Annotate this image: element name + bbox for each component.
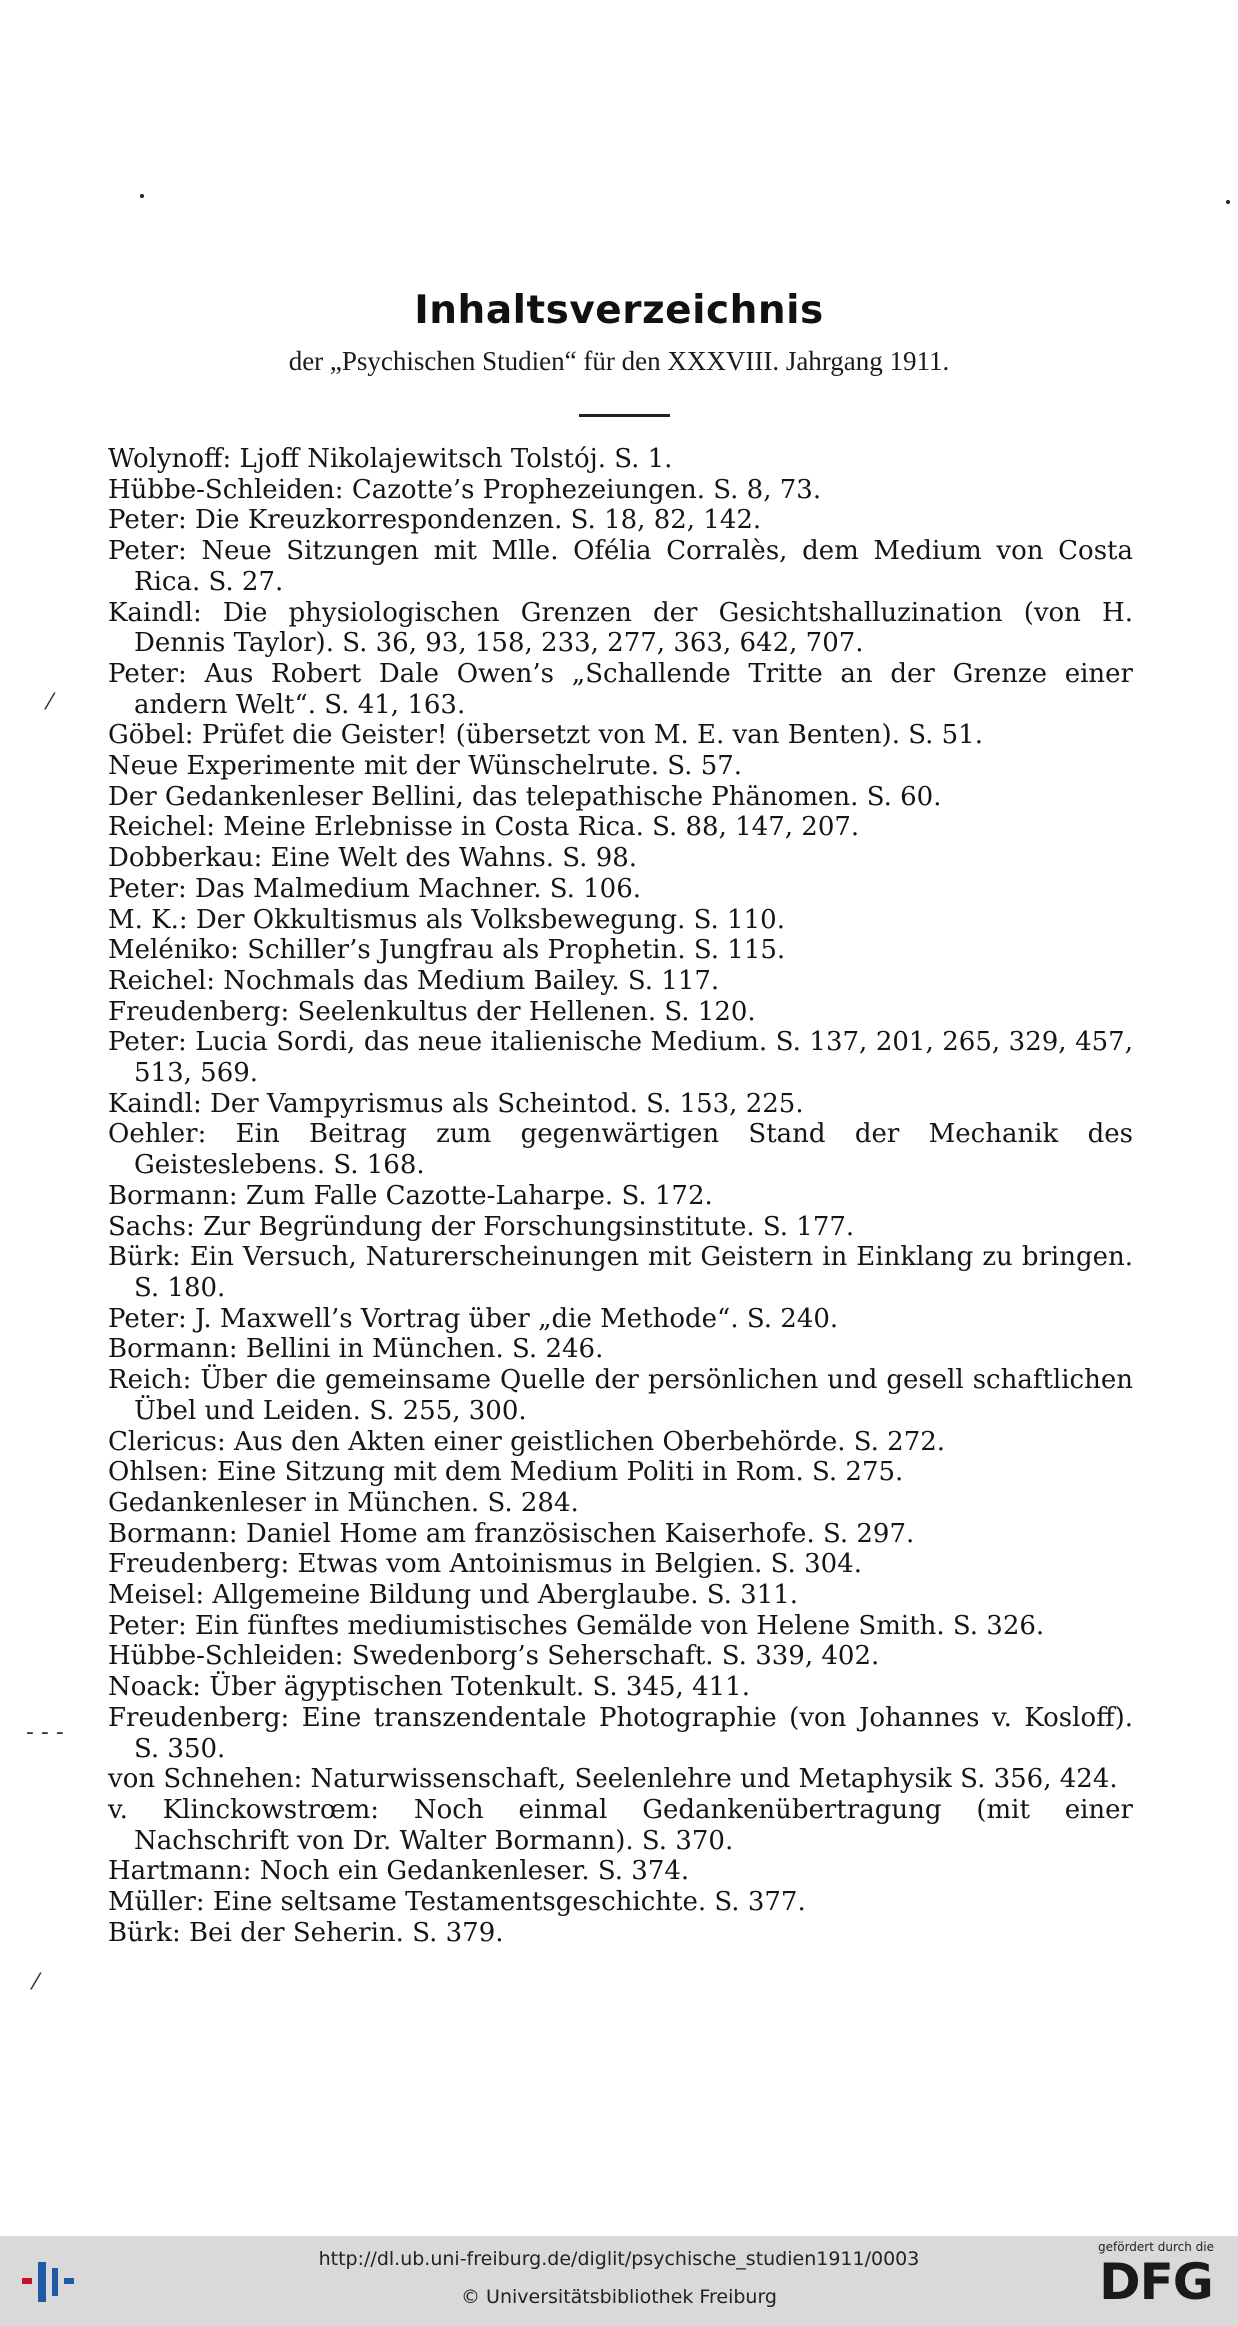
- table-of-contents: [108, 444, 1133, 1948]
- toc-entry: Kaindl: Der Vampyrismus als Scheintod. S. 153, 225.: [108, 1088, 804, 1119]
- toc-entry: Ohlsen: Eine Sitzung mit dem Medium Politi in Rom. S. 275.: [108, 1457, 904, 1488]
- copyright-notice: © Universitätsbibliothek Freiburg: [461, 2286, 777, 2308]
- pencil-mark-icon: - - -: [26, 1720, 64, 1745]
- toc-entry: Sachs: Zur Begründung der Forschungsinstitute. S. 177.: [108, 1211, 855, 1242]
- toc-entry: Noack: Über ägyptischen Totenkult. S. 345, 411.: [108, 1672, 750, 1703]
- toc-entry: Freudenberg: Seelenkultus der Hellenen. S. 120.: [108, 996, 756, 1027]
- toc-entry: Hartmann: Noch ein Gedankenleser. S. 374.: [108, 1856, 690, 1887]
- toc-entry: Bormann: Bellini in München. S. 246.: [108, 1334, 604, 1365]
- toc-entry: Bormann: Daniel Home am französischen Kaiserhofe. S. 297.: [108, 1518, 915, 1549]
- toc-entry: Dobberkau: Eine Welt des Wahns. S. 98.: [108, 843, 638, 874]
- dfg-funding-badge: [1086, 2240, 1226, 2324]
- scan-speck: [1226, 200, 1230, 204]
- pencil-mark-icon: ⁄: [48, 690, 52, 715]
- toc-entry: Peter: Das Malmedium Machner. S. 106.: [108, 873, 642, 904]
- dfg-logo: DFG: [1099, 2253, 1213, 2311]
- toc-entry: Hübbe-Schleiden: Cazotte’s Prophezeiungen. S. 8, 73.: [108, 474, 822, 505]
- toc-entry: Hübbe-Schleiden: Swedenborg’s Seherschaft. S. 339, 402.: [108, 1641, 880, 1672]
- title-divider: [579, 414, 670, 417]
- toc-entry: Wolynoff: Ljoff Nikolajewitsch Tolstój. S. 1.: [108, 444, 673, 474]
- toc-entry: Peter: J. Maxwell’s Vortrag über „die Methode“. S. 240.: [108, 1303, 839, 1334]
- toc-entry: Peter: Aus Robert Dale Owen’s „Schallende Tritte an der Grenze einer andern Welt“. S. 41, 163.: [108, 658, 1133, 720]
- toc-entry: Oehler: Ein Beitrag zum gegenwärtigen Stand der Mechanik des Geisteslebens. S. 168.: [108, 1119, 1133, 1181]
- toc-entry: Peter: Neue Sitzungen mit Mlle. Ofélia Corralès, dem Medium von Costa Rica. S. 27.: [108, 536, 1133, 597]
- toc-entry: Peter: Ein fünftes mediumistisches Gemälde von Helene Smith. S. 326.: [108, 1610, 1045, 1641]
- toc-entry: M. K.: Der Okkultismus als Volksbewegung. S. 110.: [108, 904, 785, 935]
- toc-entry: Reichel: Meine Erlebnisse in Costa Rica. S. 88, 147, 207.: [108, 812, 860, 843]
- toc-entry: Reich: Über die gemeinsame Quelle der persönlichen und gesell schaftlichen Übel und Leiden. S. 255, 300.: [108, 1365, 1133, 1426]
- toc-entry: Freudenberg: Etwas vom Antoinismus in Belgien. S. 304.: [108, 1549, 862, 1580]
- page-permalink[interactable]: http://dl.ub.uni-freiburg.de/diglit/psychische_studien1911/0003: [318, 2248, 920, 2270]
- toc-entry: Gedankenleser in München. S. 284.: [108, 1487, 579, 1518]
- toc-entry: Müller: Eine seltsame Testamentsgeschichte. S. 377.: [108, 1887, 806, 1918]
- toc-entry: Freudenberg: Eine transzendentale Photographie (von Johannes v. Kosloff). S. 350.: [108, 1702, 1133, 1764]
- toc-entry: Bürk: Bei der Seherin. S. 379.: [108, 1917, 504, 1948]
- toc-entry: Der Gedankenleser Bellini, das telepathische Phänomen. S. 60.: [108, 781, 942, 812]
- toc-entry: v. Klinckowstrœm: Noch einmal Gedankenübertragung (mit einer Nachschrift von Dr. Walter Bormann). S. 370.: [108, 1794, 1133, 1856]
- page-subtitle: der „Psychischen Studien“ für den XXXVIII. Jahrgang 1911.: [288, 346, 950, 376]
- toc-entry: Bormann: Zum Falle Cazotte-Laharpe. S. 172.: [108, 1180, 713, 1211]
- toc-entry: Meisel: Allgemeine Bildung und Aberglaube. S. 311.: [108, 1580, 799, 1611]
- toc-entry: Göbel: Prüfet die Geister! (übersetzt von M. E. van Benten). S. 51.: [108, 720, 983, 751]
- scan-speck: [140, 194, 144, 198]
- pencil-mark-icon: ⁄: [34, 1970, 38, 1995]
- dfg-caption: gefördert durch die: [1098, 2240, 1214, 2254]
- page-title: Inhaltsverzeichnis: [414, 288, 824, 333]
- viewer-footer: [0, 2236, 1238, 2326]
- toc-entry: Reichel: Nochmals das Medium Bailey. S. 117.: [108, 965, 720, 996]
- toc-entry: Meléniko: Schiller’s Jungfrau als Prophetin. S. 115.: [108, 935, 786, 966]
- toc-entry: Peter: Lucia Sordi, das neue italienische Medium. S. 137, 201, 265, 329, 457, 513, 569.: [108, 1027, 1133, 1089]
- toc-entry: Neue Experimente mit der Wünschelrute. S. 57.: [108, 751, 743, 782]
- toc-entry: Clericus: Aus den Akten einer geistlichen Oberbehörde. S. 272.: [108, 1426, 946, 1457]
- toc-entry: von Schnehen: Naturwissenschaft, Seelenlehre und Metaphysik S. 356, 424.: [108, 1764, 1118, 1795]
- toc-entry: Peter: Die Kreuzkorrespondenzen. S. 18, 82, 142.: [108, 505, 762, 536]
- toc-entry: Bürk: Ein Versuch, Naturerscheinungen mit Geistern in Einklang zu bringen. S. 180.: [108, 1242, 1133, 1303]
- toc-entry: Kaindl: Die physiologischen Grenzen der Gesichtshalluzination (von H. Dennis Taylor). S. 36, 93, 158, 233, 277, 363, 642, 707.: [108, 597, 1133, 659]
